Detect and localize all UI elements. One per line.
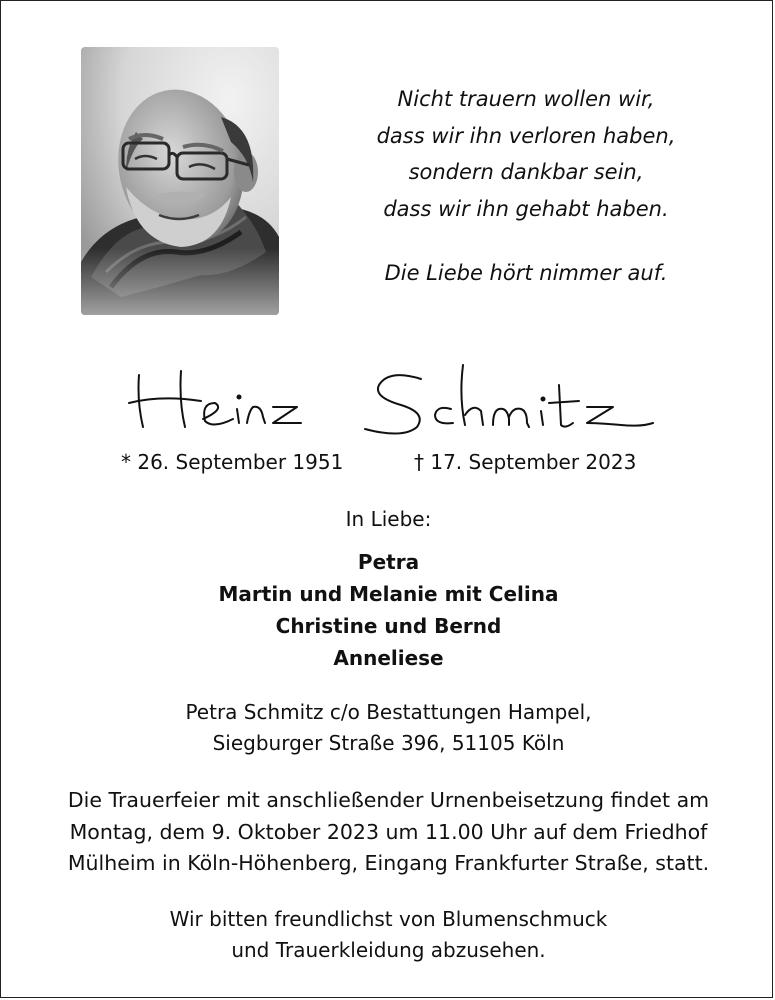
portrait-photo	[81, 47, 279, 315]
ceremony-line: Mülheim in Köln-Höhenberg, Eingang Frankfurter Straße, statt.	[67, 851, 710, 875]
mourners-list	[1, 546, 775, 674]
condolence-address	[1, 697, 775, 759]
death-date: † 17. September 2023	[414, 450, 637, 474]
ceremony-line: Montag, dem 9. Oktober 2023 um 11.00 Uhr auf dem Friedhof	[69, 819, 708, 844]
closing-request	[1, 904, 775, 966]
ceremony-info	[1, 785, 775, 880]
poem-line: sondern dankbar sein,	[408, 160, 644, 184]
mourner-name: Christine und Bernd	[275, 614, 502, 638]
mourners-intro: In Liebe:	[345, 507, 432, 531]
poem-line: dass wir ihn gehabt haben.	[383, 196, 669, 221]
mourner-name: Martin und Melanie mit Celina	[218, 582, 559, 606]
request-line: Wir bitten freundlichst von Blumenschmuck	[169, 907, 608, 931]
address-line: Petra Schmitz c/o Bestattungen Hampel,	[185, 700, 592, 724]
name-signature	[121, 357, 661, 447]
poem	[361, 81, 691, 292]
birth-date: * 26. September 1951	[121, 450, 344, 474]
ceremony-line: Die Trauerfeier mit anschließender Urnenbeisetzung findet am	[67, 788, 710, 812]
address-line: Siegburger Straße 396, 51105 Köln	[212, 731, 565, 755]
request-line: und Trauerkleidung abzusehen.	[231, 938, 546, 962]
poem-line: Nicht trauern wollen wir,	[397, 87, 655, 111]
mourner-name: Anneliese	[333, 646, 444, 670]
portrait-photo-icon	[81, 47, 279, 315]
mourner-name: Petra	[357, 550, 420, 574]
deceased-name	[121, 357, 661, 447]
poem-line: dass wir ihn verloren haben,	[376, 123, 676, 148]
poem-closing: Die Liebe hört nimmer auf.	[384, 261, 668, 285]
